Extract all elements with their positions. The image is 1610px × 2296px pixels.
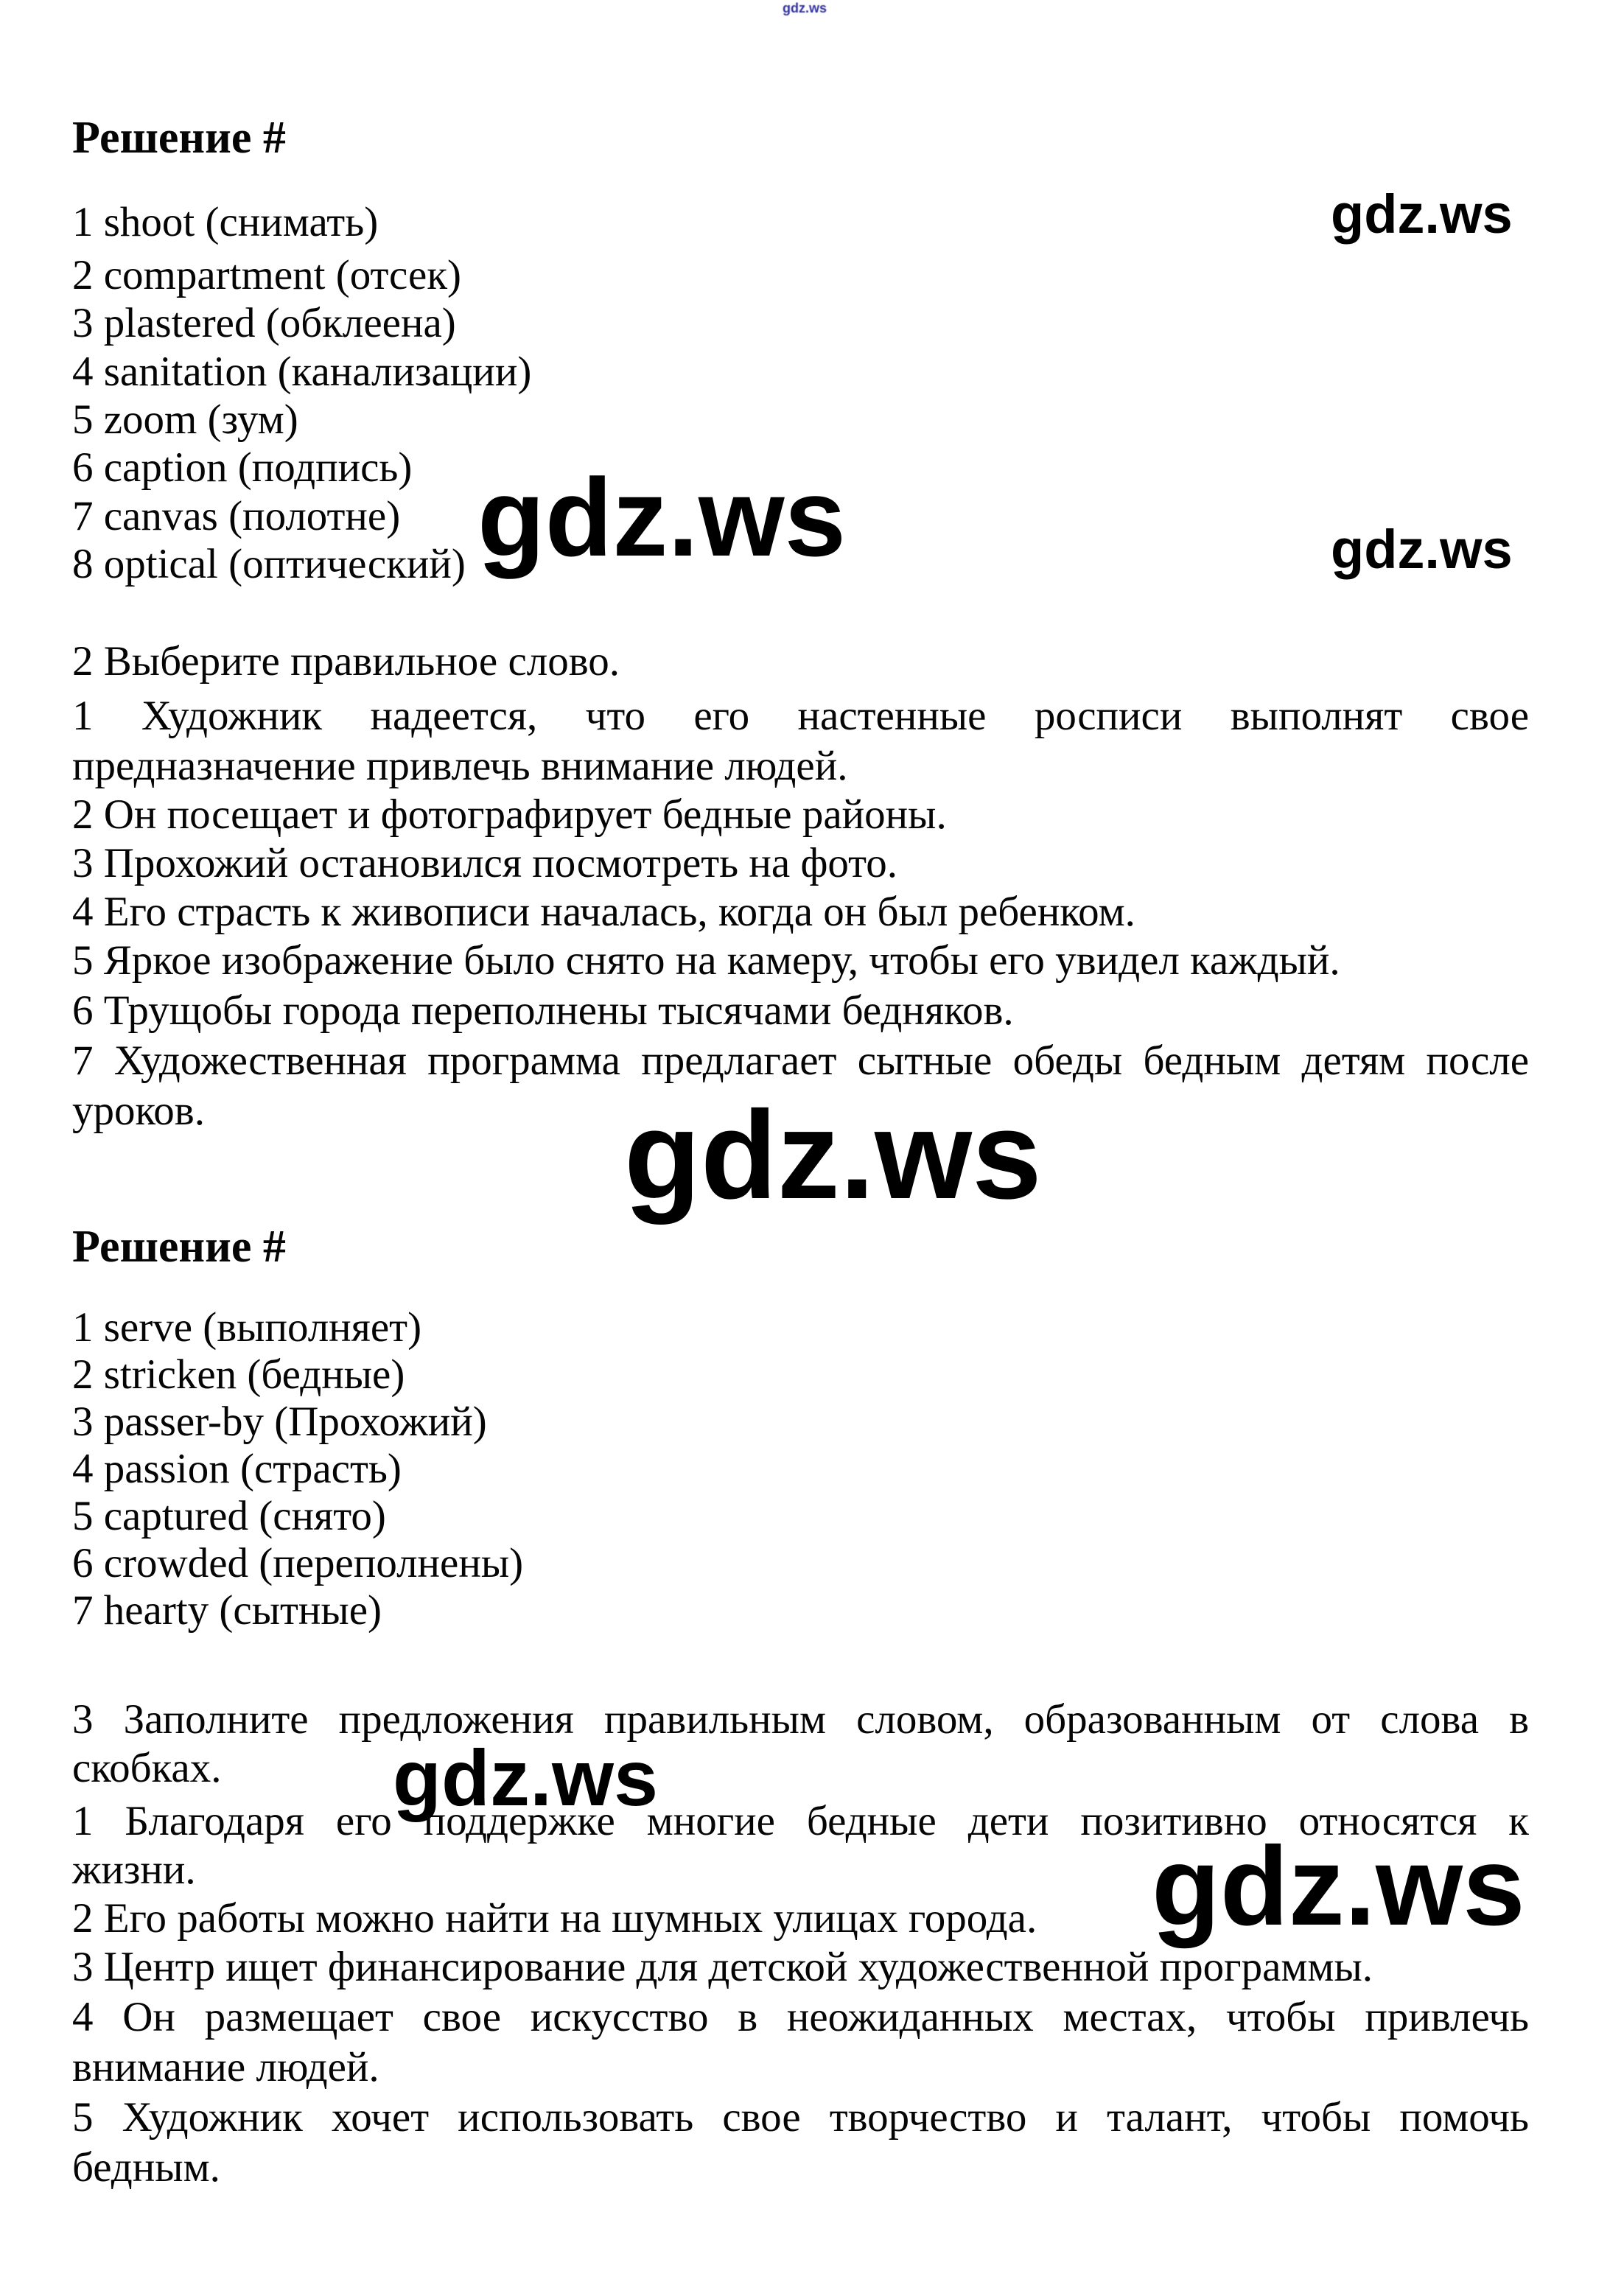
sentence-line: 4 Его страсть к живописи началась, когда он был ребенком. <box>72 889 1135 935</box>
sentence-line: 1 Художник надеется, что его настенные росписи выполнят свое <box>72 693 1529 739</box>
sentence-line: 3 Центр ищет финансирование для детской художественной программы. <box>72 1944 1373 1990</box>
gdz-watermark-top: gdz.ws <box>783 1 827 15</box>
sentence-line: 3 Прохожий остановился посмотреть на фото. <box>72 840 898 886</box>
sentence-line: скобках. <box>72 1745 222 1791</box>
gdz-watermark-large-3: gdz.ws <box>1152 1824 1525 1949</box>
vocab-item: 1 shoot (снимать) <box>72 199 379 245</box>
vocab-item: 7 hearty (сытные) <box>72 1587 382 1634</box>
sentence-line: внимание людей. <box>72 2044 379 2090</box>
solution-heading-1: Решение # <box>72 113 286 163</box>
gdz-watermark-right-2: gdz.ws <box>1331 519 1513 580</box>
vocab-item: 3 passer-by (Прохожий) <box>72 1399 487 1445</box>
vocab-item: 6 caption (подпись) <box>72 444 413 491</box>
sentence-line: жизни. <box>72 1847 196 1893</box>
vocab-item: 2 compartment (отсек) <box>72 252 462 298</box>
vocab-item: 8 optical (оптический) <box>72 541 466 587</box>
solution-heading-2: Решение # <box>72 1222 286 1272</box>
sentence-line: 5 Художник хочет использовать свое творчество и талант, чтобы помочь <box>72 2094 1529 2141</box>
vocab-item: 5 zoom (зум) <box>72 396 298 443</box>
sentence-line: 2 Он посещает и фотографирует бедные районы. <box>72 791 947 838</box>
gdz-watermark-right-1: gdz.ws <box>1331 183 1513 245</box>
vocab-item: 1 serve (выполняет) <box>72 1304 422 1351</box>
vocab-item: 3 plastered (обклеена) <box>72 300 456 346</box>
vocab-item: 7 canvas (полотне) <box>72 493 401 539</box>
sentence-line: бедным. <box>72 2144 220 2191</box>
vocab-item: 6 crowded (переполнены) <box>72 1540 524 1586</box>
sentence-line: уроков. <box>72 1088 205 1134</box>
sentence-line: 5 Яркое изображение было снято на камеру, чтобы его увидел каждый. <box>72 937 1340 984</box>
vocab-item: 4 passion (страсть) <box>72 1446 402 1492</box>
vocab-item: 5 captured (снято) <box>72 1493 386 1539</box>
sentence-line: 2 Его работы можно найти на шумных улицах города. <box>72 1895 1037 1942</box>
vocab-item: 4 sanitation (канализации) <box>72 349 532 395</box>
task-title: 3 Заполните предложения правильным словом, образованным от слова в <box>72 1696 1529 1743</box>
gdz-watermark-medium: gdz.ws <box>393 1733 659 1822</box>
gdz-watermark-large-1: gdz.ws <box>477 455 847 579</box>
sentence-line: 1 Благодаря его поддержке многие бедные дети позитивно относятся к <box>72 1798 1529 1844</box>
task-title: 2 Выберите правильное слово. <box>72 638 620 685</box>
sentence-line: предназначение привлечь внимание людей. <box>72 743 848 789</box>
sentence-line: 4 Он размещает свое искусство в неожиданных местах, чтобы привлечь <box>72 1994 1529 2040</box>
vocab-item: 2 stricken (бедные) <box>72 1351 405 1398</box>
sentence-line: 7 Художественная программа предлагает сытные обеды бедным детям после <box>72 1037 1529 1084</box>
sentence-line: 6 Трущобы города переполнены тысячами бедняков. <box>72 987 1014 1034</box>
gdz-watermark-large-2: gdz.ws <box>624 1085 1042 1225</box>
